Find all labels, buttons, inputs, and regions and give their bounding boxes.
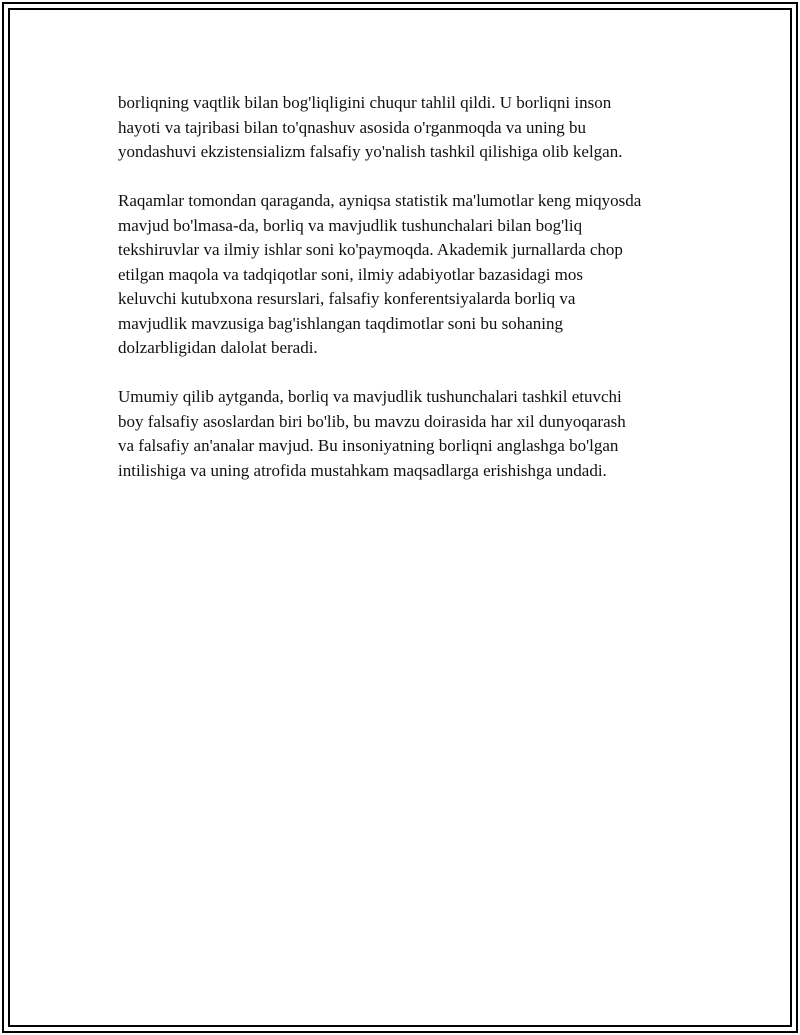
document-body xyxy=(118,91,698,508)
paragraph-line: etilgan maqola va tadqiqotlar soni, ilmiy adabiyotlar bazasidagi mos xyxy=(118,264,584,284)
paragraph-line: Raqamlar tomondan qaraganda, ayniqsa statistik ma'lumotlar keng miqyosda xyxy=(118,191,642,210)
paragraph-1 xyxy=(118,91,698,165)
paragraph-line: mavjudlik mavzusiga bag'ishlangan taqdimotlar soni bu sohaning xyxy=(118,313,563,333)
paragraph-3 xyxy=(118,385,698,483)
paragraph-line: mavjud bo'lmasa-da, borliq va mavjudlik tushunchalari bilan bog'liq xyxy=(118,215,583,235)
paragraph-line: Umumiy qilib aytganda, borliq va mavjudlik tushunchalari tashkil etuvchi xyxy=(118,387,622,406)
paragraph-line: boy falsafiy asoslardan biri bo'lib, bu mavzu doirasida har xil dunyoqarash xyxy=(118,411,626,431)
paragraph-line: yondashuvi ekzistensializm falsafiy yo'nalish tashkil qilishiga olib kelgan. xyxy=(118,142,623,161)
paragraph-line: borliqning vaqtlik bilan bog'liqligini chuqur tahlil qildi. U borliqni inson xyxy=(118,93,612,112)
paragraph-line: hayoti va tajribasi bilan to'qnashuv asosida o'rganmoqda va uning bu xyxy=(118,117,587,137)
paragraph-line: dolzarbligidan dalolat beradi. xyxy=(118,338,318,357)
paragraph-line: keluvchi kutubxona resurslari, falsafiy konferentsiyalarda borliq va xyxy=(118,289,576,308)
paragraph-line: va falsafiy an'analar mavjud. Bu insoniyatning borliqni anglashga bo'lgan xyxy=(118,436,619,455)
paragraph-line: tekshiruvlar va ilmiy ishlar soni ko'paymoqda. Akademik jurnallarda chop xyxy=(118,240,623,259)
paragraph-2 xyxy=(118,189,698,361)
paragraph-line: intilishiga va uning atrofida mustahkam maqsadlarga erishishga undadi. xyxy=(118,460,607,480)
